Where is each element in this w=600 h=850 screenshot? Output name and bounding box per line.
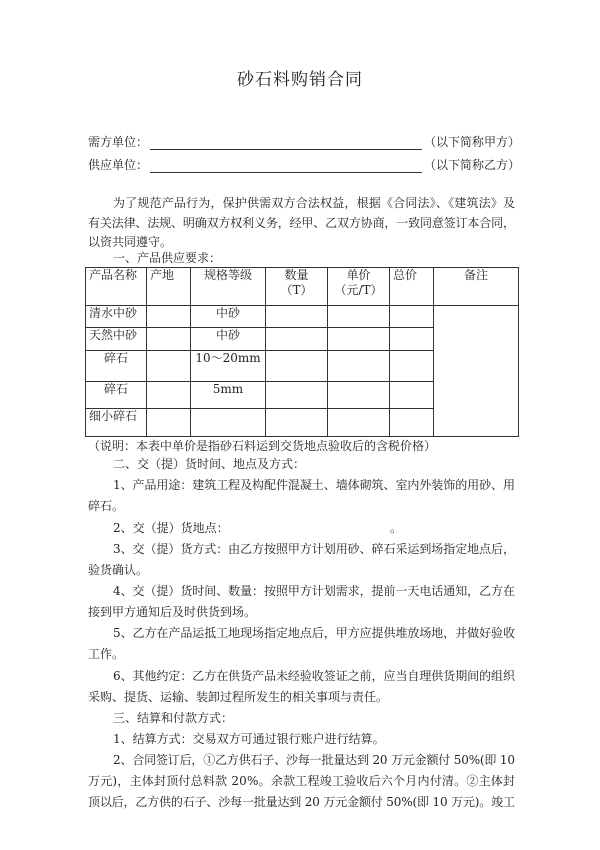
cell[interactable] [266, 306, 328, 328]
cell[interactable] [147, 382, 191, 409]
cell: 中砂 [191, 306, 266, 328]
cell: 10～20mm [191, 351, 266, 382]
intro-line: 有关法律、法规、明确双方权利义务，经甲、乙双方协商，一致同意签订本合同， [88, 216, 515, 230]
cell[interactable] [266, 351, 328, 382]
header-cell: 产地 [147, 268, 191, 306]
cell: 碎石 [86, 382, 147, 409]
cell[interactable] [147, 306, 191, 328]
body-line: 三、结算和付款方式： [113, 711, 234, 725]
intro-line: 以资共同遵守。 [88, 235, 173, 249]
header-cell: 数量 （T） [266, 268, 328, 306]
cell[interactable] [266, 409, 328, 437]
cell: 碎石 [86, 351, 147, 382]
cell: 5mm [191, 382, 266, 409]
body-line: 1、产品用途：建筑工程及构配件混凝土、墙体砌筑、室内外装饰的用砂、用 [113, 478, 515, 492]
header-cell: 单价 （元/T） [328, 268, 390, 306]
buyer-label: 需方单位： [88, 135, 149, 149]
cell[interactable] [390, 328, 434, 351]
supplier-field[interactable] [150, 172, 422, 173]
body-line: 6、其他约定：乙方在供货产品未经验收签证之前，应当自理供货期间的组织 [113, 669, 515, 683]
cell: 天然中砂 [86, 328, 147, 351]
cell[interactable] [147, 409, 191, 437]
cell[interactable] [328, 382, 390, 409]
body-line: 采购、提货、运输、装卸过程所发生的相关事项与责任。 [88, 690, 389, 704]
section-heading: 一、产品供应要求： [113, 251, 222, 265]
cell[interactable] [328, 409, 390, 437]
buyer-suffix: （以下简称甲方） [424, 135, 521, 149]
supplier-suffix: （以下简称乙方） [424, 158, 521, 172]
header-cell: 备注 [434, 268, 519, 306]
body-line: 碎石。 [88, 499, 125, 513]
cell[interactable] [328, 306, 390, 328]
body-line: 3、交（提）货方式：由乙方按照甲方计划用砂、碎石采运到场指定地点后， [113, 542, 515, 556]
header-cell: 总价 [390, 268, 434, 306]
cell[interactable] [328, 351, 390, 382]
buyer-field[interactable] [150, 149, 422, 150]
table-note: （说明：本表中单价是指砂石料运到交货地点验收后的含税价格） [88, 439, 437, 453]
page-title: 砂石料购销合同 [237, 70, 363, 90]
body-line: 2、交（提）货地点： [113, 521, 229, 535]
remarks-cell[interactable] [434, 306, 519, 437]
supplier-label: 供应单位： [88, 158, 149, 172]
cell[interactable] [147, 351, 191, 382]
body-line: 验货确认。 [88, 563, 149, 577]
table-row [86, 306, 519, 328]
cell: 中砂 [191, 328, 266, 351]
body-line: 顶以后，乙方供的石子、沙每一批量达到 20 万元金额付 50%(即 10 万元)。竣工 [88, 795, 515, 809]
delivery-place-end: 。 [390, 521, 403, 535]
body-line: 接到甲方通知后及时供货到场。 [88, 605, 257, 619]
cell[interactable] [390, 351, 434, 382]
cell[interactable] [191, 409, 266, 437]
intro-line: 为了规范产品行为，保护供需双方合法权益，根据《合同法》、《建筑法》及 [113, 196, 516, 210]
body-line: 4、交（提）货时间、数量：按照甲方计划需求，提前一天电话通知，乙方在 [113, 584, 515, 598]
body-line: 5、乙方在产品运抵工地现场指定地点后，甲方应提供堆放场地，并做好验收 [113, 626, 515, 640]
cell[interactable] [266, 382, 328, 409]
cell: 细小碎石 [86, 409, 147, 437]
body-line: 万元)，主体封顶付总料款 20%。余款工程竣工验收后六个月内付清。②主体封 [88, 774, 516, 788]
body-line: 二、交（提）货时间、地点及方式： [113, 457, 306, 471]
cell[interactable] [390, 382, 434, 409]
product-table [85, 267, 519, 437]
cell[interactable] [147, 328, 191, 351]
header-cell: 规格等级 [191, 268, 266, 306]
cell[interactable] [266, 328, 328, 351]
cell[interactable] [390, 409, 434, 437]
body-line: 2、合同签订后，①乙方供石子、沙每一批量达到 20 万元金额付 50%(即 10 [113, 753, 515, 767]
header-cell: 产品名称 [86, 268, 147, 306]
body-line: 工作。 [88, 647, 125, 661]
body-line: 1、结算方式：交易双方可通过银行账户进行结算。 [113, 732, 385, 746]
cell[interactable] [328, 328, 390, 351]
cell[interactable] [390, 306, 434, 328]
cell: 清水中砂 [86, 306, 147, 328]
